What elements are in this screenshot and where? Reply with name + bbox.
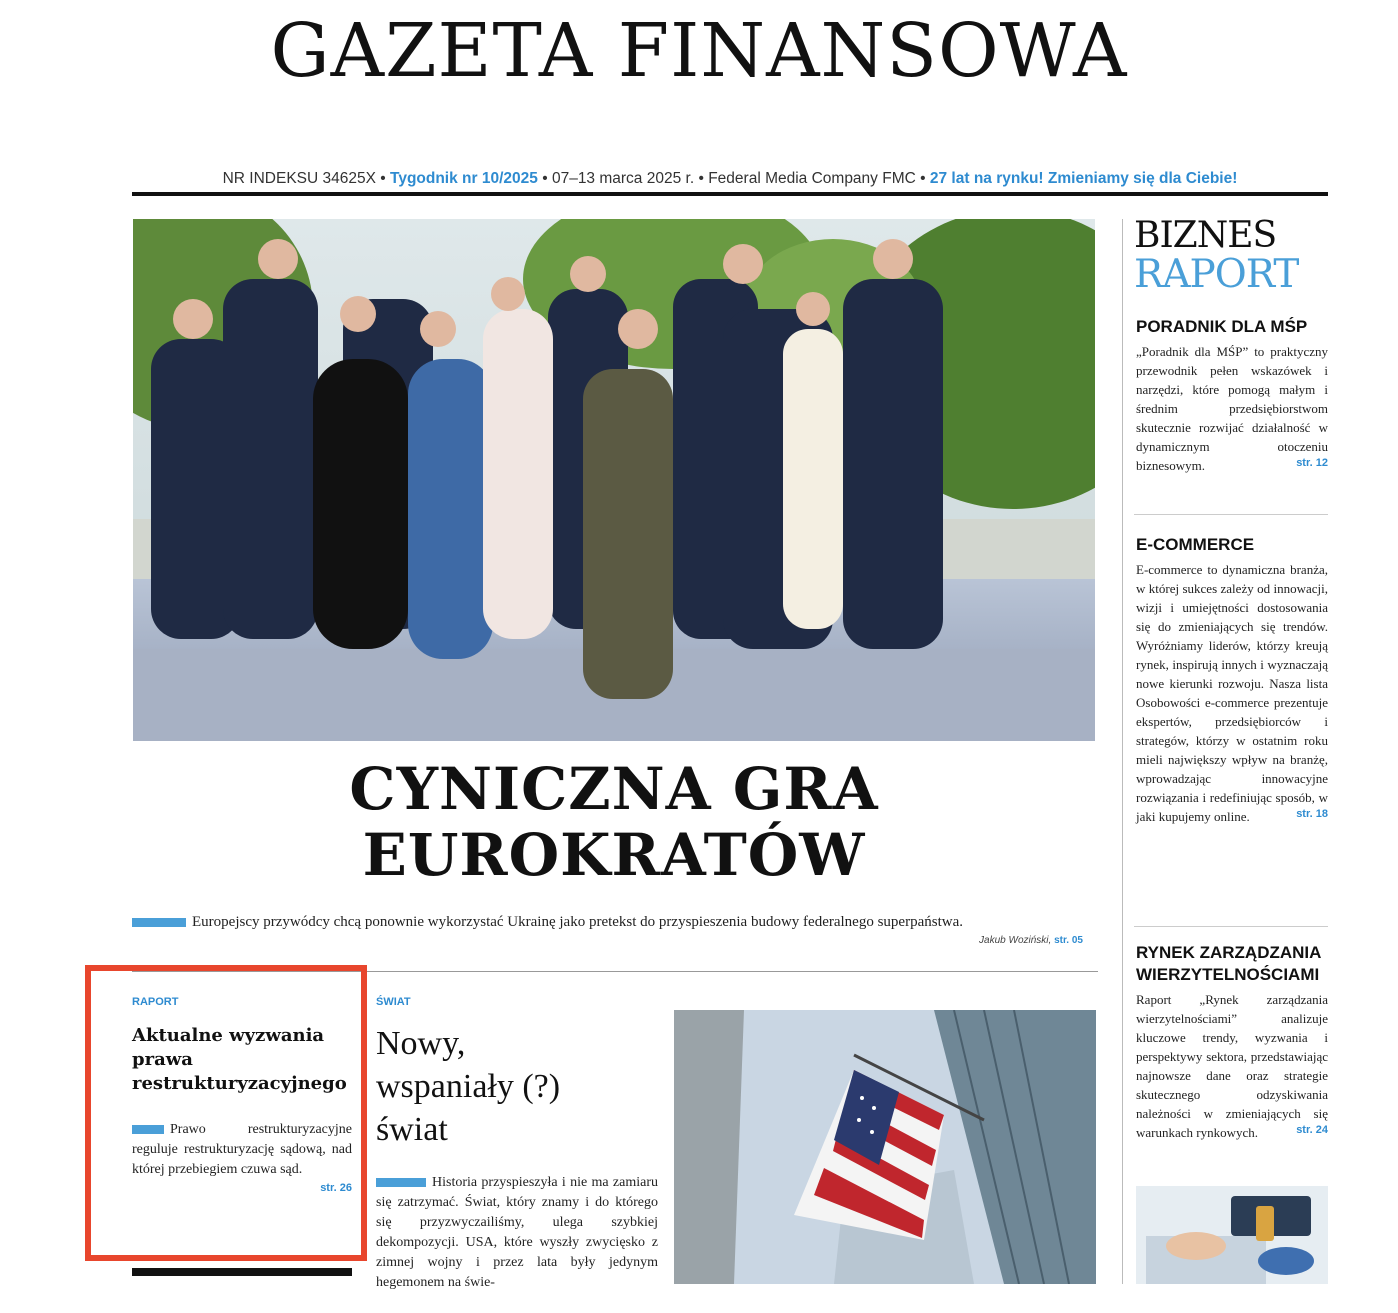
masthead-rule bbox=[132, 192, 1328, 196]
swiat-text-content: Historia przyspieszyła i nie ma zamiaru się zatrzymać. Świat, który znamy i do którego się przyzwyczailiśmy, ulega szybkiej dekompozycji. USA, które wyszły zwycięsko z zimnej wojny i przez lata były jedynym hegemonem na świe- bbox=[376, 1175, 658, 1290]
raport-text-content: Prawo restrukturyzacyjne reguluje restrukturyzację sądową, nad której przebiegiem czuwa sąd. bbox=[132, 1122, 352, 1177]
sidebar-divider bbox=[1122, 219, 1123, 1284]
flag-photo[interactable] bbox=[674, 1010, 1096, 1284]
sidebar-item[interactable] bbox=[1136, 316, 1328, 473]
separator: • bbox=[698, 170, 704, 187]
author: Jakub Woziński, bbox=[979, 935, 1052, 946]
sidebar-item-heading: E-COMMERCE bbox=[1136, 535, 1255, 554]
sidebar-item-text: E-commerce to dynamiczna branża, w której sukces zależy od innowacji, wizji i umiejętności dostosowania się do zmieniających się trendów. Wyróżniamy liderów, którzy kreują rynek, inspirują innych i wyznaczają nowe kierunki rozwoju. Nasza lista Osobowości e-commerce prezentuje ekspertów, przedsiębiorców i strategów, którzy w ostatnim roku mieli największy wpływ na branżę, wprowadzając innowacyjne rozwiązania i redefiniując sposób, w jaki kupujemy online. bbox=[1136, 562, 1328, 824]
sidebar-logo-biznes: BIZNES bbox=[1134, 215, 1277, 256]
slogan: 27 lat na rynku! Zmieniamy się dla Ciebie! bbox=[929, 170, 1238, 187]
sidebar-photo[interactable] bbox=[1136, 1186, 1328, 1284]
issue-dates: 07–13 marca 2025 r. bbox=[551, 170, 695, 187]
sidebar-item-page[interactable]: str. 12 bbox=[1296, 457, 1328, 469]
sidebar-item-text: „Poradnik dla MŚP” to praktyczny przewodnik pełen wskazówek i narzędzi, które pomogą małym i średnim przedsiębiorstwom skutecznie rozwijać działalność w dynamicznym otoczeniu biznesowym. bbox=[1136, 344, 1328, 473]
sidebar-separator bbox=[1134, 926, 1328, 927]
lead-deck bbox=[132, 914, 1092, 931]
publisher: Federal Media Company FMC bbox=[708, 170, 916, 187]
lead-headline[interactable] bbox=[133, 756, 1095, 888]
swiat-card[interactable] bbox=[376, 996, 658, 1313]
raport-title: Aktualne wyzwania prawa restrukturyzacyjnego bbox=[132, 1025, 347, 1094]
sidebar-separator bbox=[1134, 514, 1328, 515]
headline-line-1: CYNICZNA GRA bbox=[349, 755, 879, 823]
sidebar-item-text: Raport „Rynek zarządzania wierzytelnościami” analizuje kluczowe trendy, wyzwania i perspektywy sektora, przedstawiając najnowsze dane oraz strategie skutecznego odzyskiwania należności w zmieniających się warunkach rynkowych. bbox=[1136, 992, 1328, 1140]
sidebar-item-heading: RYNEK ZARZĄDZANIA WIERZYTELNOŚCIAMI bbox=[1136, 943, 1321, 984]
raport-page-link[interactable]: str. 26 bbox=[320, 1182, 352, 1194]
separator: • bbox=[380, 170, 386, 187]
lead-photo[interactable] bbox=[133, 219, 1095, 741]
lead-deck-text: Europejscy przywódcy chcą ponownie wykorzystać Ukrainę jako pretekst do przyspieszenia budowy federalnego superpaństwa. bbox=[192, 914, 963, 930]
lead-page-link[interactable]: str. 05 bbox=[1054, 935, 1083, 946]
lead-byline bbox=[760, 935, 1083, 946]
sidebar-item[interactable] bbox=[1136, 534, 1328, 824]
sidebar-item-page[interactable]: str. 18 bbox=[1296, 808, 1328, 820]
sidebar-item-heading: PORADNIK DLA MŚP bbox=[1136, 317, 1308, 336]
deck-accent-bar bbox=[132, 918, 186, 927]
index-number: NR INDEKSU 34625X bbox=[222, 170, 376, 187]
sidebar-logo-raport: RAPORT bbox=[1134, 252, 1299, 297]
headline-line-2: EUROKRATÓW bbox=[362, 821, 866, 889]
highlight-box bbox=[85, 965, 367, 1261]
swiat-text bbox=[376, 1173, 658, 1313]
raport-category: RAPORT bbox=[132, 996, 179, 1008]
raport-bottom-bar bbox=[132, 1268, 352, 1276]
issue-info-bar bbox=[132, 170, 1328, 188]
separator: • bbox=[542, 170, 548, 187]
sidebar-item[interactable] bbox=[1136, 942, 1328, 1140]
masthead-title: GAZETA FINANSOWA bbox=[270, 8, 1128, 94]
swiat-title: Nowy, wspaniały (?) świat bbox=[376, 1025, 561, 1148]
deck-accent-bar bbox=[376, 1178, 426, 1187]
issue-number: Tygodnik nr 10/2025 bbox=[390, 170, 538, 187]
sidebar-item-page[interactable]: str. 24 bbox=[1296, 1124, 1328, 1136]
swiat-category: ŚWIAT bbox=[376, 996, 411, 1008]
separator: • bbox=[920, 170, 926, 187]
